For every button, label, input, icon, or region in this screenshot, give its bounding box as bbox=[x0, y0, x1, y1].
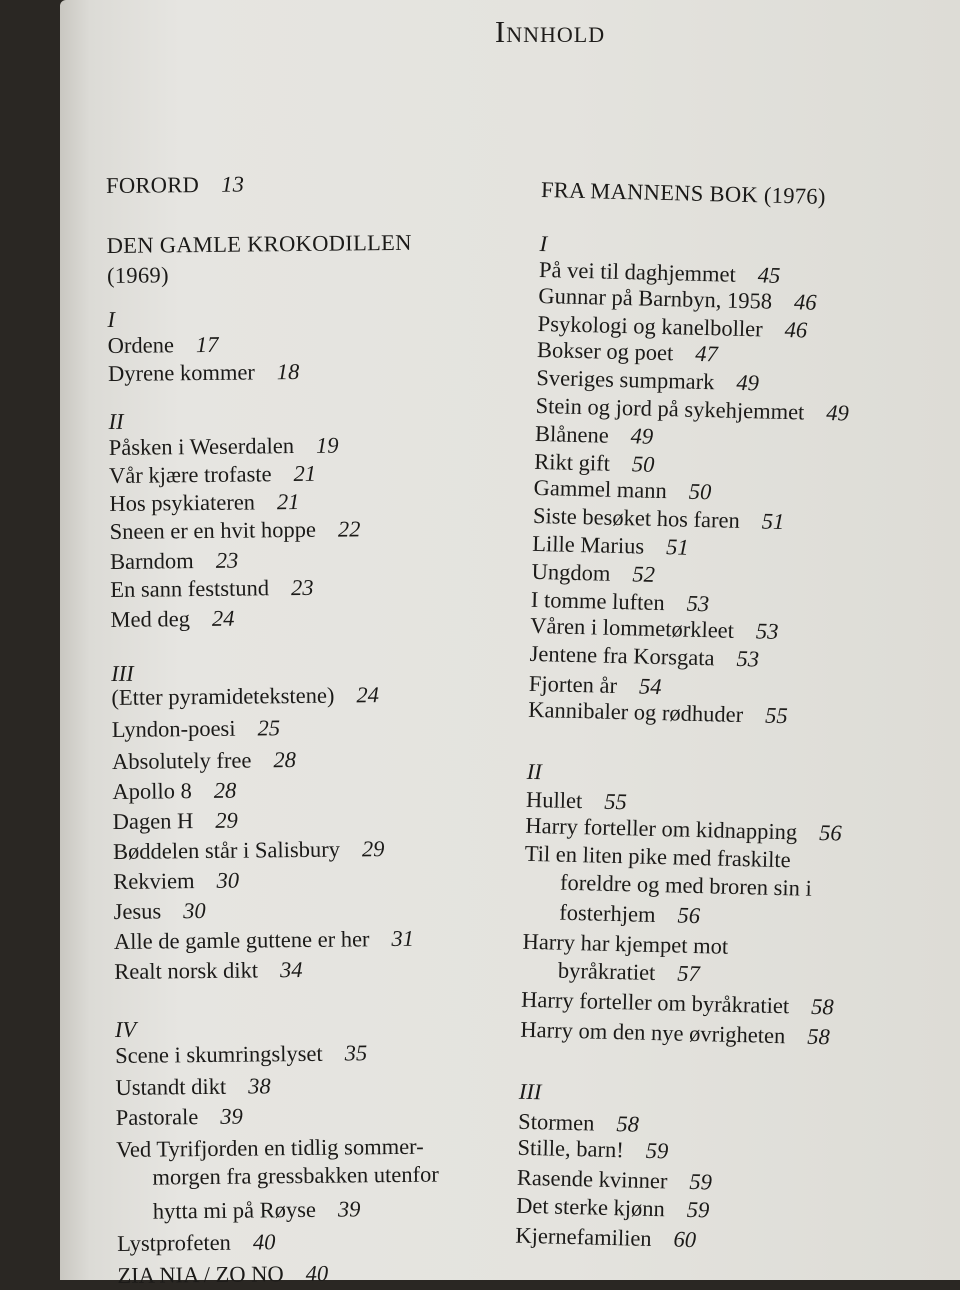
toc-entry-title: Gunnar på Barnbyn, 1958 bbox=[538, 282, 773, 314]
toc-entry bbox=[114, 897, 206, 926]
toc-page-number: 46 bbox=[793, 289, 817, 315]
part-number bbox=[107, 306, 115, 334]
toc-page-number: 52 bbox=[632, 561, 656, 587]
toc-entry-title: fosterhjem bbox=[559, 899, 656, 928]
toc-entry-title: II bbox=[108, 408, 124, 434]
toc-page-number: 22 bbox=[337, 516, 361, 542]
toc-page-number: 46 bbox=[784, 316, 808, 343]
toc-entry bbox=[537, 336, 718, 368]
toc-page-number: 17 bbox=[195, 331, 219, 358]
toc-entry-title: morgen fra gressbakken utenfor bbox=[152, 1161, 439, 1190]
toc-entry-title: Rekviem bbox=[113, 868, 195, 894]
toc-entry-title: foreldre og med broren sin i bbox=[559, 869, 813, 901]
toc-page-number: 28 bbox=[213, 777, 237, 803]
toc-entry bbox=[110, 515, 361, 546]
toc-page-number: 51 bbox=[665, 534, 689, 560]
toc-entry-title: III bbox=[111, 660, 134, 686]
toc-entry-title: III bbox=[518, 1078, 542, 1105]
toc-entry bbox=[515, 1222, 696, 1254]
toc-entry-title: Jentene fra Korsgata bbox=[529, 640, 715, 671]
toc-entry-title: Barndom bbox=[109, 548, 194, 574]
toc-entry-title: Dyrene kommer bbox=[107, 359, 255, 386]
toc-page-number: 40 bbox=[305, 1260, 329, 1286]
toc-entry-title: (Etter pyramidetekstene) bbox=[111, 682, 335, 710]
toc-entry-title: Dagen H bbox=[112, 808, 194, 834]
toc-entry-title: Harry om den nye øvrigheten bbox=[520, 1016, 786, 1049]
toc-entry-title: Gammel mann bbox=[533, 474, 668, 504]
toc-page-number: 13 bbox=[220, 171, 245, 197]
toc-page-number: 35 bbox=[344, 1040, 368, 1066]
toc-page-number: 55 bbox=[764, 702, 788, 729]
toc-entry bbox=[517, 1134, 668, 1166]
toc-entry-title: Stein og jord på sykehjemmet bbox=[535, 392, 805, 425]
toc-entry-title: FORORD bbox=[105, 172, 200, 198]
toc-entry-title: Bokser og poet bbox=[536, 336, 674, 366]
toc-entry-title: Siste besøket hos faren bbox=[532, 502, 741, 533]
toc-page-number: 57 bbox=[677, 960, 701, 987]
toc-entry-continuation bbox=[117, 1195, 361, 1226]
toc-page-number: 38 bbox=[247, 1073, 271, 1099]
toc-page-number: 40 bbox=[252, 1229, 276, 1255]
toc-entry bbox=[531, 558, 655, 589]
toc-entry bbox=[114, 925, 414, 956]
toc-page-number: 55 bbox=[604, 788, 628, 815]
toc-entry-title: En sann feststund bbox=[110, 575, 270, 602]
toc-page-number: 53 bbox=[755, 618, 779, 644]
toc-entry-title: Bøddelen står i Salisbury bbox=[112, 836, 341, 864]
toc-entry-title: FRA MANNENS BOK (1976) bbox=[540, 177, 826, 209]
toc-entry-title: Harry har kjempet mot bbox=[522, 928, 729, 959]
toc-entry-title: DEN GAMLE KROKODILLEN bbox=[106, 229, 412, 258]
toc-entry-title: Rikt gift bbox=[534, 448, 611, 476]
toc-entry-title: (1969) bbox=[106, 262, 169, 288]
toc-entry bbox=[111, 681, 379, 712]
toc-entry bbox=[516, 1192, 710, 1225]
toc-entry bbox=[529, 640, 759, 674]
toc-entry-title: Sveriges sumpmark bbox=[536, 364, 715, 395]
toc-entry-continuation bbox=[523, 898, 700, 930]
toc-page-number: 45 bbox=[757, 262, 781, 288]
toc-page-number: 58 bbox=[810, 993, 834, 1020]
toc-page-number: 19 bbox=[315, 432, 339, 458]
toc-entry bbox=[112, 714, 281, 744]
toc-entry-title: Kjernefamilien bbox=[515, 1222, 652, 1252]
toc-entry-title: Påsken i Weserdalen bbox=[108, 433, 295, 460]
toc-entry bbox=[116, 1133, 424, 1164]
toc-entry-continuation bbox=[116, 1161, 439, 1192]
toc-entry-title: Stille, barn! bbox=[517, 1134, 625, 1163]
toc-page-number: 58 bbox=[616, 1111, 640, 1137]
toc-entry-title: Sneen er en hvit hoppe bbox=[109, 516, 317, 544]
toc-page-number: 23 bbox=[290, 574, 314, 601]
toc-entry-title: Ustandt dikt bbox=[115, 1073, 227, 1100]
toc-entry-title: ZIA NIA / ZO NO bbox=[117, 1261, 284, 1288]
toc-page-number: 50 bbox=[688, 478, 712, 505]
toc-entry-title: Ved Tyrifjorden en tidlig sommer- bbox=[116, 1133, 424, 1162]
toc-entry bbox=[109, 432, 339, 462]
toc-page-number: 30 bbox=[183, 897, 206, 924]
toc-page-number: 29 bbox=[361, 836, 385, 862]
toc-entry-title: Vår kjære trofaste bbox=[108, 461, 272, 488]
toc-entry-title: Stormen bbox=[517, 1108, 595, 1136]
toc-page-number: 56 bbox=[677, 902, 701, 929]
toc-page-number: 24 bbox=[356, 682, 380, 708]
toc-page-number: 24 bbox=[211, 605, 235, 631]
toc-entry-title: Med deg bbox=[110, 606, 191, 632]
part-number bbox=[539, 230, 547, 258]
toc-entry bbox=[110, 574, 314, 604]
toc-entry-title: Hullet bbox=[525, 786, 583, 814]
toc-entry-title: Ordene bbox=[107, 332, 175, 358]
toc-entry bbox=[115, 1072, 270, 1102]
toc-page-number: 28 bbox=[273, 747, 297, 773]
toc-page-number: 59 bbox=[686, 1196, 710, 1223]
toc-entry-title: Ungdom bbox=[531, 558, 611, 586]
toc-entry-title: På vei til daghjemmet bbox=[538, 256, 737, 287]
toc-page-number: 58 bbox=[807, 1023, 831, 1050]
toc-page-number: 60 bbox=[673, 1226, 697, 1253]
toc-page-number: 51 bbox=[761, 508, 785, 535]
toc-page-number: 39 bbox=[220, 1103, 243, 1129]
toc-entry-title: Rasende kvinner bbox=[516, 1164, 668, 1194]
toc-entry bbox=[535, 420, 654, 451]
toc-entry-title: I bbox=[107, 306, 116, 332]
toc-entry-title: Det sterke kjønn bbox=[515, 1192, 666, 1222]
toc-entry-title: Apollo 8 bbox=[112, 778, 192, 804]
toc-page-number: 54 bbox=[638, 673, 662, 700]
toc-entry-title: Harry forteller om byråkratiet bbox=[520, 986, 790, 1019]
toc-page-number: 49 bbox=[630, 423, 654, 449]
toc-entry bbox=[113, 807, 238, 836]
toc-entry bbox=[108, 331, 219, 360]
toc-page-number: 59 bbox=[689, 1168, 713, 1195]
toc-entry-title: Blånene bbox=[534, 420, 610, 448]
toc-entry bbox=[113, 867, 239, 896]
toc-entry-title: Lille Marius bbox=[532, 530, 645, 559]
toc-page-number: 29 bbox=[215, 807, 238, 833]
toc-entry bbox=[110, 547, 239, 576]
toc-entry bbox=[110, 605, 234, 634]
toc-page-number: 30 bbox=[216, 867, 240, 893]
toc-page-number: 23 bbox=[215, 547, 239, 573]
toc-entry-title: Alle de gamle guttene er her bbox=[113, 926, 370, 954]
toc-entry-title: Absolutely free bbox=[111, 747, 252, 774]
page-title: Innhold bbox=[494, 14, 606, 49]
toc-entry-title: Realt norsk dikt bbox=[114, 957, 259, 984]
toc-page-number: 49 bbox=[826, 400, 850, 426]
toc-page-number: 25 bbox=[257, 715, 281, 741]
toc-entry-title: byråkratiet bbox=[557, 957, 656, 986]
toc-entry bbox=[114, 956, 303, 986]
toc-page-number: 49 bbox=[736, 369, 760, 396]
toc-entry-continuation bbox=[522, 956, 701, 988]
toc-entry bbox=[112, 746, 296, 776]
toc-entry bbox=[109, 488, 299, 518]
toc-page-number: 50 bbox=[631, 451, 655, 477]
toc-entry bbox=[108, 358, 300, 388]
section-heading bbox=[106, 171, 244, 200]
toc-entry bbox=[117, 1260, 328, 1290]
toc-page-number: 21 bbox=[293, 460, 317, 487]
toc-page-number: 21 bbox=[276, 488, 300, 515]
toc-entry-title: Fjorten år bbox=[528, 670, 618, 699]
toc-entry-title: II bbox=[526, 758, 543, 785]
toc-entry bbox=[113, 835, 385, 866]
part-number bbox=[519, 1078, 542, 1107]
toc-entry bbox=[117, 1228, 276, 1258]
part-number bbox=[526, 758, 542, 786]
part-number bbox=[108, 408, 123, 436]
toc-entry-title: Til en liten pike med fraskilte bbox=[524, 840, 792, 873]
toc-page-number: 39 bbox=[337, 1196, 361, 1222]
toc-entry bbox=[109, 460, 316, 490]
toc-entry bbox=[115, 1039, 367, 1070]
toc-entry-title: Hos psykiateren bbox=[109, 489, 256, 516]
toc-entry bbox=[532, 530, 689, 562]
toc-entry-title: hytta mi på Røyse bbox=[152, 1196, 317, 1224]
toc-entry-title: Kannibaler og rødhuder bbox=[528, 696, 744, 728]
toc-entry-title: Harry forteller om kidnapping bbox=[525, 812, 798, 845]
toc-entry-title: Lystprofeten bbox=[117, 1229, 231, 1256]
section-heading bbox=[107, 229, 412, 260]
toc-page-number: 59 bbox=[645, 1137, 669, 1164]
toc-entry-title: Scene i skumringslyset bbox=[115, 1040, 323, 1068]
toc-page-number: 56 bbox=[818, 819, 842, 846]
toc-entry bbox=[533, 474, 711, 506]
toc-page-number: 53 bbox=[686, 590, 710, 617]
toc-page-number: 53 bbox=[736, 645, 760, 672]
toc-entry bbox=[112, 777, 236, 806]
toc-entry-title: IV bbox=[114, 1016, 137, 1042]
toc-entry-title: Jesus bbox=[113, 898, 162, 924]
toc-page-number: 31 bbox=[391, 925, 415, 952]
toc-entry-title: Våren i lommetørkleet bbox=[530, 612, 735, 643]
toc-page-number: 18 bbox=[276, 358, 300, 385]
toc-entry-title: I tomme luften bbox=[530, 586, 665, 616]
toc-page-number: 34 bbox=[279, 956, 303, 983]
part-number bbox=[115, 1016, 137, 1044]
toc-page-number: 47 bbox=[694, 340, 719, 367]
toc-entry-title: Psykologi og kanelboller bbox=[537, 310, 763, 342]
toc-entry-title: Lyndon-poesi bbox=[111, 715, 236, 742]
toc-entry bbox=[116, 1103, 243, 1132]
section-heading bbox=[107, 261, 169, 290]
toc-entry-title: I bbox=[539, 230, 548, 257]
toc-entry-title: Pastorale bbox=[115, 1104, 199, 1130]
